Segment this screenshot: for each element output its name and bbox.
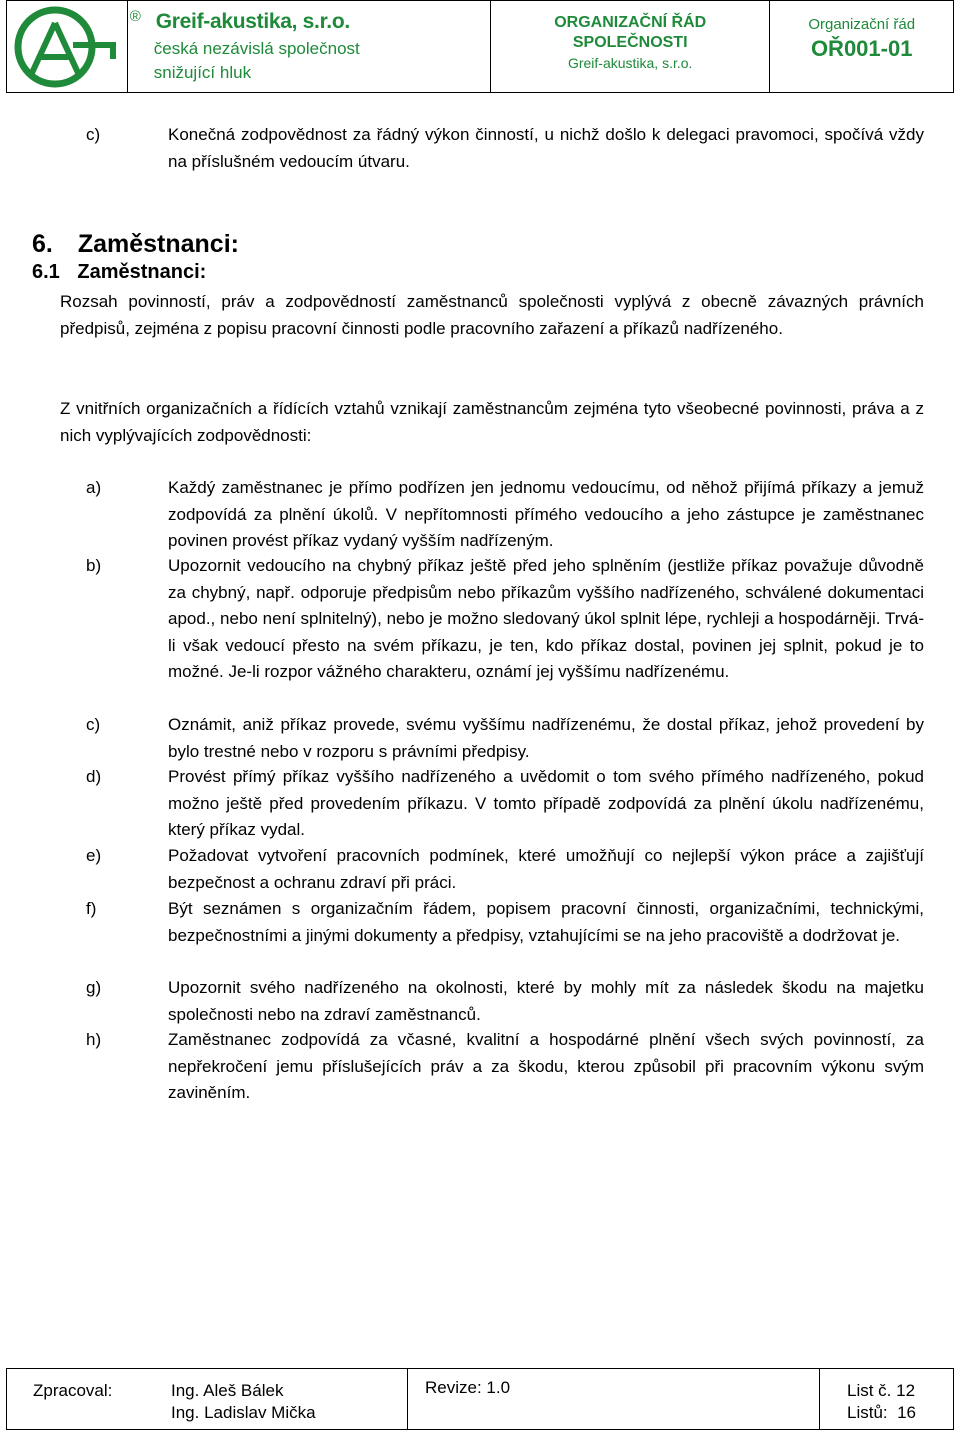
author-name-2: Ing. Ladislav Mička xyxy=(171,1403,316,1422)
doc-code: OŘ001-01 xyxy=(810,36,913,61)
document-title-block xyxy=(490,1,769,92)
paragraph-scope: Rozsah povinností, práv a zodpovědností zaměstnanců společnosti vyplývá z obecně závazných právních předpisů, zejména z popisu pracovní činnosti podle pracovního zařazení a příkazů nadřízeného. xyxy=(60,292,924,338)
list-item-text: Každý zaměstnanec je přímo podřízen jen jednomu vedoucímu, od něhož přijímá příkazy a jemuž zodpovídá za plnění úkolů. V nepřítomnosti přímého vedoucího a jeho zástupce je zaměstnanec povinen provést příkaz vydaný vyšším nadřízeným. xyxy=(168,478,924,550)
document-footer xyxy=(6,1368,954,1430)
section-6-heading xyxy=(32,230,239,259)
company-tagline-2: snižující hluk xyxy=(153,63,252,82)
document-header xyxy=(6,0,954,93)
list-item-label: f) xyxy=(86,899,97,918)
doc-type: Organizační řád xyxy=(808,16,916,33)
document-page xyxy=(6,0,954,1436)
logo-ag-icon xyxy=(13,5,121,89)
section-title: Zaměstnanci: xyxy=(77,230,239,258)
list-item-label: h) xyxy=(86,1030,102,1049)
subsection-number: 6.1 xyxy=(32,261,60,283)
sheet-number: List č. 12 xyxy=(847,1381,916,1400)
company-name-text: Greif-akustika, s.r.o. xyxy=(155,10,350,33)
list-item-text: Upozornit vedoucího na chybný příkaz ještě před jeho splněním (jestliže příkaz považuje důvodně za chybný, např. odporuje předpisům nebo příkazům vyššího nadřízeného, schválené dokumentaci apod., nebo není splnitelný), nebo je možno sledovaný úkol splnit lépe, rychleji a hospodárněji. Trvá-li však vedoucí přesto na svém příkazu, je ten, kdo příkaz dostal, povinen jej splnit, pokud je to možné. Je-li rozpor vážného charakteru, oznámí jej vyššímu nadřízenému. xyxy=(168,556,924,681)
section-number: 6. xyxy=(32,230,53,258)
revision-label: Revize: 1.0 xyxy=(425,1378,511,1397)
author-name-1: Ing. Aleš Bálek xyxy=(171,1381,284,1400)
footer-divider xyxy=(819,1369,820,1429)
company-tagline-1: česká nezávislá společnost xyxy=(153,39,360,58)
registered-mark: ® xyxy=(129,8,141,25)
section-6-1-heading xyxy=(32,261,206,284)
company-block xyxy=(127,1,490,92)
list-item-label: a) xyxy=(86,478,102,497)
doc-title-line-1: ORGANIZAČNÍ ŘÁD xyxy=(554,14,707,31)
list-item-label: d) xyxy=(86,767,102,786)
list-item-label: g) xyxy=(86,978,102,997)
list-item-text: Provést přímý příkaz vyššího nadřízeného a uvědomit o tom svého přímého nadřízeného, pokud možno ještě před provedením příkazu. V tomto případě zodpovídá za plnění úkolu nadřízenému, který příkaz vydal. xyxy=(168,767,924,839)
list-item-text: Upozornit svého nadřízeného na okolnosti, které by mohly mít za následek škodu na majetku společnosti nebo na zdraví zaměstnanců. xyxy=(168,978,924,1024)
doc-title-line-2: SPOLEČNOSTI xyxy=(572,34,688,51)
list-item-text: Požadovat vytvoření pracovních podmínek, které umožňují co nejlepší výkon práce a zajišťují bezpečnost a ochranu zdraví při práci. xyxy=(168,846,924,892)
subsection-title: Zaměstnanci: xyxy=(77,261,207,283)
prepared-by-label: Zpracoval: xyxy=(33,1381,113,1400)
company-name xyxy=(130,10,350,34)
list-item-text: Být seznámen s organizačním řádem, popisem pracovní činnosti, organizačními, technickými, bezpečnostními a jinými dokumenty a předpisy, vztahujícími se na jeho pracoviště a dodržovat je. xyxy=(168,899,924,945)
paragraph-duties-intro: Z vnitřních organizačních a řídících vztahů vznikají zaměstnancům zejména tyto všeobecné povinnosti, práva a z nich vyplývajících zodpovědnosti: xyxy=(60,399,924,445)
list-item-label: b) xyxy=(86,556,102,575)
list-item-label: e) xyxy=(86,846,102,865)
doc-title-line-3: Greif-akustika, s.r.o. xyxy=(567,55,693,71)
list-item-text: Konečná zodpovědnost za řádný výkon činností, u nichž došlo k delegaci pravomoci, spočívá vždy na příslušném vedoucím útvaru. xyxy=(168,125,924,171)
list-item-text: Zaměstnanec zodpovídá za včasné, kvalitní a hospodárné plnění všech svých povinností, za nepřekročení jemu příslušejících práv a za škodu, kterou způsobil při pracovním výkonu svým zaviněním. xyxy=(168,1030,924,1102)
footer-divider xyxy=(407,1369,408,1429)
list-item-label: c) xyxy=(86,715,101,734)
company-logo xyxy=(7,1,127,92)
list-item-text: Oznámit, aniž příkaz provede, svému vyššímu nadřízenému, že dostal příkaz, jehož provedení by bylo trestné nebo v rozporu s právními předpisy. xyxy=(168,715,924,761)
document-code-block xyxy=(769,1,953,92)
sheet-total: Listů: 16 xyxy=(847,1403,916,1422)
list-item-label: c) xyxy=(86,125,101,144)
